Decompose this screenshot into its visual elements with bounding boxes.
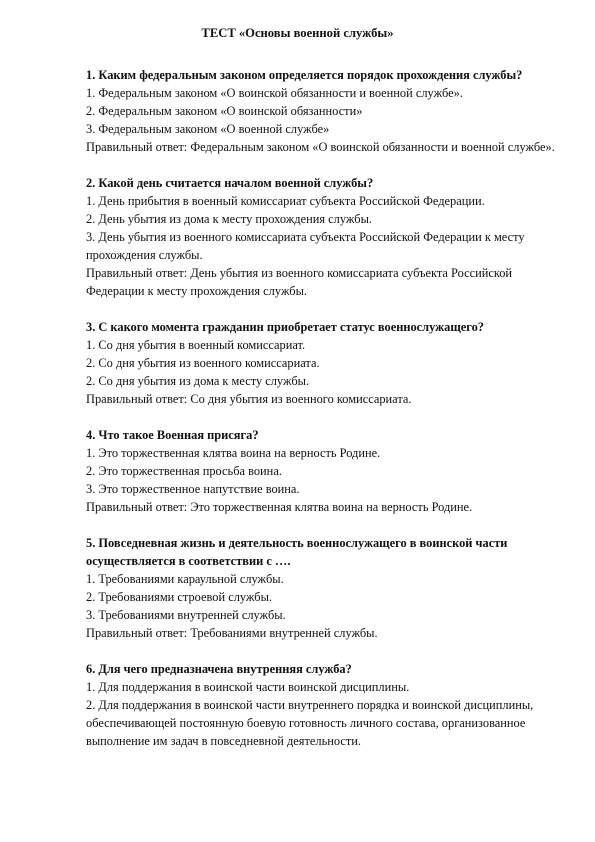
answer-option: 2. Со дня убытия из военного комиссариата. [86,356,320,370]
question-title: 1. Каким федеральным законом определяется порядок прохождения службы? [86,68,523,82]
correct-answer: Правильный ответ: Требованиями внутренней службы. [86,626,378,640]
answer-option: 2. Федеральным законом «О воинской обязанности» [86,104,363,118]
answer-option: 1. Требованиями караульной службы. [86,572,284,586]
question-block [86,174,561,300]
answer-option: 2. Со дня убытия из дома к месту службы. [86,374,310,388]
answer-option: 2. Требованиями строевой службы. [86,590,273,604]
question-block [86,534,561,642]
answer-option: 1. Для поддержания в воинской части воинской дисциплины. [86,680,410,694]
question-list [86,66,561,768]
question-title: 6. Для чего предназначена внутренняя служба? [86,662,352,676]
correct-answer: Правильный ответ: Со дня убытия из военного комиссариата. [86,392,412,406]
answer-option: 2. День убытия из дома к месту прохождения службы. [86,212,373,226]
answer-option: 2. Для поддержания в воинской части внутреннего порядка и воинской дисциплины, обеспечивающей постоянную боевую готовность личного состава, организованное выполнение им задач в повседневной деятельности. [86,698,534,748]
correct-answer: Правильный ответ: Федеральным законом «О воинской обязанности и военной службе». [86,140,555,154]
question-block [86,318,561,408]
question-block [86,66,561,156]
question-title: 5. Повседневная жизнь и деятельность военнослужащего в воинской части осуществляется в соответствии с …. [86,536,508,568]
question-title: 2. Какой день считается началом военной службы? [86,176,374,190]
answer-option: 3. Это торжественное напутствие воина. [86,482,300,496]
answer-option: 1. День прибытия в военный комиссариат субъекта Российской Федерации. [86,194,485,208]
answer-option: 3. День убытия из военного комиссариата субъекта Российской Федерации к месту прохождения службы. [86,230,525,262]
answer-option: 3. Федеральным законом «О военной службе» [86,122,330,136]
question-title: 3. С какого момента гражданин приобретает статус военнослужащего? [86,320,485,334]
answer-option: 2. Это торжественная просьба воина. [86,464,282,478]
answer-option: 1. Федеральным законом «О воинской обязанности и военной службе». [86,86,463,100]
correct-answer: Правильный ответ: День убытия из военного комиссариата субъекта Российской Федерации к месту прохождения службы. [86,266,513,298]
answer-option: 1. Это торжественная клятва воина на верность Родине. [86,446,381,460]
answer-option: 1. Со дня убытия в военный комиссариат. [86,338,306,352]
correct-answer: Правильный ответ: Это торжественная клятва воина на верность Родине. [86,500,473,514]
document-title: ТЕСТ «Основы военной службы» [201,26,394,40]
question-title: 4. Что такое Военная присяга? [86,428,259,442]
question-block [86,426,561,516]
answer-option: 3. Требованиями внутренней службы. [86,608,286,622]
question-block [86,660,561,750]
